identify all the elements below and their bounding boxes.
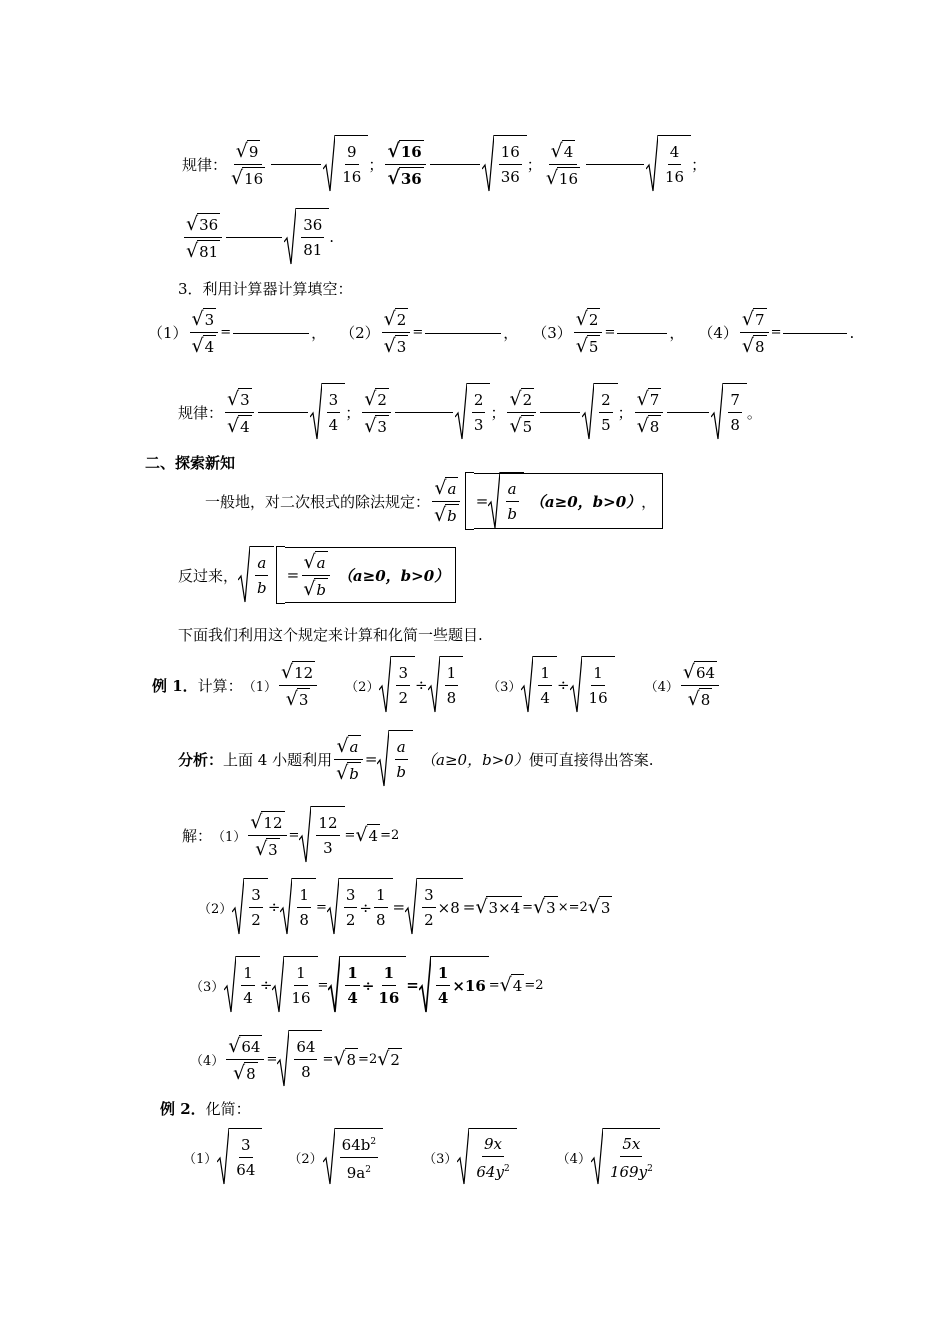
sol3-a-num: 1 <box>241 963 255 986</box>
rule2-1-den: 4 <box>238 415 252 437</box>
q3-1-num: 3 <box>203 308 217 330</box>
rule2-2-den: 3 <box>375 415 389 437</box>
rule1-c-den: 16 <box>557 167 580 189</box>
ex2-row <box>183 1128 660 1186</box>
rule1-label: 规律： <box>182 155 228 174</box>
ex1-q3-d: 16 <box>588 689 608 707</box>
sol2-c <box>327 878 393 936</box>
section2-heading: 二、探索新知 <box>145 454 236 472</box>
q3-no-4: （4） <box>698 324 738 342</box>
ex2-p4: （4） <box>556 1151 591 1167</box>
sol1-frac: √ 12 √ 3 <box>248 811 286 860</box>
rule2-label: 规律： <box>178 403 224 422</box>
rule2-frac-3: √ 2 √ 5 <box>507 388 536 437</box>
rule2-3-num: 2 <box>521 388 535 410</box>
rule1-blank-c[interactable] <box>586 163 644 165</box>
ex2-p2: （2） <box>288 1151 323 1167</box>
sol2-times8: ×8 <box>437 898 460 917</box>
rule2-1-num: 3 <box>238 388 252 410</box>
sol2-a-num: 3 <box>249 885 263 908</box>
reverse-bracket <box>276 546 285 604</box>
q3-no-1: （1） <box>148 324 188 342</box>
reverse-lhs: $\frac{a}{b}$ <box>238 546 274 604</box>
rule2-sep-1: ； <box>345 403 361 422</box>
rule2-root-1 <box>310 383 346 441</box>
sol4-frac: √ 64 √ 8 <box>226 1035 264 1084</box>
rule1-a-num: 9 <box>247 140 261 162</box>
rule1-frac-a: √ 9 √ 16 <box>231 139 264 189</box>
rule1-frac-c: √ 4 √ 16 <box>545 139 579 189</box>
q3-3-den: 5 <box>587 335 601 357</box>
rule1-row1 <box>182 135 706 193</box>
reverse-row <box>178 546 456 604</box>
q3-tail-4: . <box>849 323 855 342</box>
sol2-b-num: 1 <box>297 885 311 908</box>
sol4-r: 2 <box>388 1048 402 1070</box>
ex1-task: 计算： <box>197 676 243 695</box>
q3-eq-4: = <box>770 325 782 340</box>
sol2-prod: 3×4 <box>486 896 522 918</box>
ex1-q2-div: ÷ <box>415 676 428 694</box>
ex1-label: 例 1． <box>152 676 198 695</box>
sol3-a-den: 4 <box>243 989 253 1007</box>
ex1-p4: （4） <box>644 679 679 695</box>
rule2-frac-1: √ 3 √ 4 <box>225 388 254 437</box>
ex2-q4-num: 5x <box>620 1134 642 1157</box>
ex1-q2-a: 3 <box>396 663 410 686</box>
q3-no-2: （2） <box>340 324 380 342</box>
sol4-root-num: 64 <box>294 1037 317 1060</box>
ex1-q2-b: 2 <box>398 689 408 707</box>
rule2-r2-num: 2 <box>472 390 486 413</box>
sol3-c-c: 1 <box>382 963 396 986</box>
sol2-x: × <box>557 899 569 915</box>
rule2-r3-den: 5 <box>601 416 611 434</box>
sol1-eq1: = <box>288 827 300 843</box>
rule2-blank-3[interactable] <box>540 411 580 413</box>
ex2-q3 <box>457 1128 516 1186</box>
sol2-c-b: 2 <box>345 911 356 929</box>
rule-def-bracket <box>465 472 474 530</box>
ex1-p3: （3） <box>487 679 522 695</box>
ex1-q1: √ 12 √ 3 <box>279 661 317 710</box>
ex2-q1-den: 64 <box>236 1161 256 1179</box>
rule2-blank-1[interactable] <box>258 411 308 413</box>
rule1-dr-den: 81 <box>303 241 323 259</box>
sol2-b <box>280 878 316 936</box>
rule1-br-num: 16 <box>499 142 522 165</box>
ex1-row <box>152 656 721 714</box>
ex1-q4: √ 64 √ 8 <box>681 661 719 710</box>
analysis-cond: （a≥0，b>0） <box>421 750 529 769</box>
sol2-c-a: 3 <box>344 885 358 908</box>
sol3-d-b: 4 <box>437 989 449 1007</box>
rule1-sep2: ； <box>526 155 542 174</box>
rule1-blank-a[interactable] <box>271 163 321 165</box>
rule1-blank-d[interactable] <box>226 236 282 238</box>
sol1-mid: 4 <box>367 824 381 846</box>
rule1-d-num: 36 <box>197 213 220 235</box>
sol3-end: =2 <box>524 977 544 993</box>
sol3-a <box>224 956 260 1014</box>
sol2-no: （2） <box>198 901 233 917</box>
ex1-q2a <box>379 656 415 714</box>
q3-2-num: 2 <box>395 308 409 330</box>
q3-tail-3: ， <box>669 324 685 342</box>
ex1-q2-c: 1 <box>445 663 459 686</box>
rule1-c-num: 4 <box>562 140 576 162</box>
ex2-q1 <box>217 1128 262 1186</box>
ex2-label: 例 2． <box>160 1100 206 1118</box>
rule2-root-4 <box>711 383 747 441</box>
rule2-frac-2: √ 2 √ 3 <box>362 388 391 437</box>
rule2-r4-num: 7 <box>728 390 742 413</box>
rule2-frac-4: √ 7 √ 8 <box>635 388 664 437</box>
q3-frac-2: √ 2 √ 3 <box>382 308 411 357</box>
sol3-b-den: 16 <box>291 989 311 1007</box>
rule1-row2 <box>182 208 334 266</box>
sol4-root <box>277 1030 322 1088</box>
sol4-root-den: 8 <box>301 1063 311 1081</box>
sol3-mid: 4 <box>511 974 525 996</box>
sol3-c <box>328 956 406 1014</box>
q3-tail-1: ， <box>311 324 327 342</box>
sol1-root-num: 12 <box>316 813 339 836</box>
ex1-q4-num: 64 <box>694 661 717 683</box>
analysis-rhs: $\frac{a}{b}$ <box>377 730 413 788</box>
ex1-q3-b: 4 <box>540 689 550 707</box>
sol3-d-a: 1 <box>436 963 450 986</box>
q3-answer-4[interactable] <box>783 332 847 334</box>
sol2-c-d: 8 <box>375 911 386 929</box>
rule2-r2-den: 3 <box>473 416 484 434</box>
ex1-q2b <box>428 656 464 714</box>
sol3-b <box>272 956 317 1014</box>
rule2-r1-num: 3 <box>327 390 341 413</box>
q3-answer-3[interactable] <box>617 332 667 334</box>
q3-eq-1: = <box>220 325 232 340</box>
q3-no-3: （3） <box>532 324 572 342</box>
reverse-cond: （a≥0，b>0） <box>337 566 450 585</box>
sol2-b-den: 8 <box>299 911 309 929</box>
ex2-task: 化简： <box>205 1100 251 1118</box>
rule-def-end: ， <box>641 492 657 511</box>
ex2-q4 <box>591 1128 660 1186</box>
sol2-r1: 3 <box>544 896 558 918</box>
rule1-sep3: ； <box>691 155 707 174</box>
sol3-div2: ÷ <box>361 976 375 995</box>
sol2-c-c: 1 <box>374 885 388 908</box>
ex2-p3: （3） <box>423 1151 458 1167</box>
rule1-d-den: 81 <box>197 240 220 262</box>
analysis-lhs: √ a √ b <box>334 735 363 784</box>
sol1-den: 3 <box>266 838 280 860</box>
rule1-dr-num: 36 <box>301 215 324 238</box>
sol2-r2: 3 <box>599 896 613 918</box>
rule-def-lhs: √ a √ b <box>432 477 461 526</box>
rule1-br-den: 36 <box>500 168 520 186</box>
ex1-q4-den: 8 <box>699 688 713 710</box>
q3-frac-3: √ 2 √ 5 <box>574 308 603 357</box>
analysis-label: 分析： <box>178 750 224 769</box>
ex2-q2 <box>323 1128 383 1186</box>
sol4-no: （4） <box>190 1053 225 1069</box>
rule1-frac-d: √ 36 √ 81 <box>184 213 222 262</box>
rule1-b-den: 36 <box>399 167 424 189</box>
rule1-frac-b: √ 16 √ 36 <box>385 140 425 189</box>
rule1-root-b <box>482 135 527 193</box>
sol1-eq2: = <box>344 827 356 843</box>
sol3-c-d: 16 <box>378 989 400 1007</box>
q3-eq-2: = <box>412 325 424 340</box>
sol3-c-b: 4 <box>347 989 358 1007</box>
ex2-q3-den: 64y <box>476 1162 504 1181</box>
rule-def-cond: （a≥0，b>0） <box>529 492 642 511</box>
rule1-sep1: ； <box>368 155 384 174</box>
ex2-q2-num: 64b <box>341 1136 371 1154</box>
rule-def-intro: 一般地，对二次根式的除法规定： <box>205 492 431 511</box>
rule2-blank-4[interactable] <box>667 411 709 413</box>
sol2-div2: ÷ <box>359 898 372 917</box>
ex1-q3-div: ÷ <box>556 676 570 694</box>
analysis-pre: 上面 4 小题利用 <box>223 750 333 769</box>
sol1-no: （1） <box>212 829 247 845</box>
next-text: 下面我们利用这个规定来计算和化简一些题目. <box>178 626 483 644</box>
sol3-d <box>419 956 489 1014</box>
ex1-q3-c: 1 <box>591 663 605 686</box>
rule1-a-den: 16 <box>242 167 265 189</box>
rule2-root-2 <box>455 383 491 441</box>
sol4-row: （4） √ 64 √ 8 = $\frac{64}{8}$ = √ 8 =2 √ 2 <box>190 1030 402 1088</box>
rule1-root-c <box>646 135 691 193</box>
rule2-r3-num: 2 <box>599 390 613 413</box>
rule-def-box: = $\frac{a}{b}$ （a≥0，b>0） ， <box>474 473 663 529</box>
ex2-q3-num: 9x <box>482 1134 504 1157</box>
q3-3-num: 2 <box>587 308 601 330</box>
rule1-blank-b[interactable] <box>430 163 480 165</box>
sol3-b-num: 1 <box>294 963 308 986</box>
rule2-root-3 <box>582 383 618 441</box>
ex2-q2-num-exp: 2 <box>370 1137 377 1147</box>
rule1-b-num: 16 <box>399 140 424 162</box>
rule1-cr-den: 16 <box>665 168 685 186</box>
q3-row <box>148 308 854 357</box>
q3-frac-1: √ 3 √ 4 <box>190 308 219 357</box>
rule1-cr-num: 4 <box>668 142 682 165</box>
sol1-root-den: 3 <box>323 839 333 857</box>
q3-2-den: 3 <box>395 335 409 357</box>
rule-def-row <box>205 472 663 530</box>
ex2-q1-num: 3 <box>239 1135 253 1158</box>
ex1-q3b <box>570 656 615 714</box>
q3-title: 3．利用计算器计算填空： <box>178 280 353 298</box>
sol3-c-a: 1 <box>345 963 359 986</box>
ex1-q2-d: 8 <box>446 689 457 707</box>
q3-frac-4: √ 7 √ 8 <box>740 308 769 357</box>
q3-1-den: 4 <box>203 335 217 357</box>
reverse-box: = √ a √ b （a≥0，b>0） <box>285 547 457 603</box>
ex2-q3-den-exp: 2 <box>503 1163 510 1174</box>
rule1-root-d <box>284 208 329 266</box>
q3-title-row <box>178 278 353 299</box>
ex2-q4-den-exp: 2 <box>647 1163 653 1174</box>
sol2-div1: ÷ <box>267 898 281 916</box>
ex2-p1: （1） <box>183 1151 218 1167</box>
ex2-heading-row <box>160 1098 251 1119</box>
q3-4-num: 7 <box>753 308 767 330</box>
rule1-ar-den: 16 <box>342 168 362 186</box>
rule2-sep-2: ； <box>490 403 506 422</box>
next-row <box>178 624 483 645</box>
sol1-row: 解： （1） √ 12 √ 3 = $\frac{12}{3}$ = √ 4 =2 <box>182 806 399 864</box>
rule2-3-den: 5 <box>521 415 535 437</box>
ex1-p1: （1） <box>242 679 277 695</box>
ex2-q2-den: 9a <box>346 1164 366 1182</box>
q3-answer-1[interactable] <box>233 332 309 334</box>
section2-heading-row <box>145 452 235 473</box>
sol4-mid: 8 <box>345 1048 359 1070</box>
ex1-p2: （2） <box>345 679 380 695</box>
ex1-q3-a: 1 <box>538 663 552 686</box>
sol3-times16: ×16 <box>452 976 486 995</box>
sol2-d-b: 2 <box>424 911 434 929</box>
q3-tail-2: ， <box>503 324 519 342</box>
rule2-r1-den: 4 <box>328 416 339 434</box>
sol2-d-a: 3 <box>422 885 436 908</box>
rule2-4-num: 7 <box>648 388 662 410</box>
sol2-end: =2 <box>568 899 588 915</box>
sol2-row: （2） $\frac{3}{2}$ ÷ $\frac{1}{8}$ = $\frac{3}{2}$ ÷ $\frac{1}{8}$ = $\frac{3}{2}$ ×8 = √ 3×4 = √ 3 × =2 √ 3 <box>198 878 612 936</box>
reverse-label: 反过来， <box>178 566 239 585</box>
sol1-end: =2 <box>380 827 400 843</box>
sol-label: 解： <box>182 826 213 845</box>
rule2-sep-3: ； <box>617 403 633 422</box>
ex1-q1-num: 12 <box>292 661 315 683</box>
q3-eq-3: = <box>604 325 616 340</box>
rule2-end: 。 <box>746 403 762 422</box>
sol4-num: 64 <box>239 1035 262 1057</box>
sol1-root <box>299 806 344 864</box>
ex2-q2-den-exp: 2 <box>365 1165 371 1175</box>
rule2-blank-2[interactable] <box>395 411 453 413</box>
rule1-root-a <box>323 135 368 193</box>
sol3-no: （3） <box>190 979 225 995</box>
sol2-a <box>232 878 268 936</box>
ex2-q4-den: 169y <box>609 1162 648 1181</box>
rule2-r4-den: 8 <box>730 416 740 434</box>
sol2-a-den: 2 <box>251 911 261 929</box>
sol2-d <box>405 878 463 936</box>
sol3-div1: ÷ <box>259 976 273 994</box>
ex1-q3a <box>521 656 557 714</box>
analysis-row: 分析： 上面 4 小题利用 √ a √ b = $\frac{a}{b}$ （a≥0，b>0） 便可直接得出答案. <box>178 730 654 788</box>
q3-answer-2[interactable] <box>425 332 501 334</box>
ex1-q1-den: 3 <box>297 688 311 710</box>
q3-4-den: 8 <box>753 335 767 357</box>
analysis-post: 便可直接得出答案. <box>528 750 654 769</box>
rule2-2-num: 2 <box>375 388 389 410</box>
rule2-row <box>178 383 762 441</box>
sol4-den: 8 <box>244 1062 258 1084</box>
sol1-num: 12 <box>261 811 284 833</box>
rule1-end: . <box>329 228 335 246</box>
rule2-4-den: 8 <box>648 415 662 437</box>
rule1-ar-num: 9 <box>345 142 359 165</box>
sol4-end: =2 <box>358 1051 378 1067</box>
sol3-row: （3） $\frac{1}{4}$ ÷ $\frac{1}{16}$ = $\frac{1}{4}$ ÷ $\frac{1}{16}$ = $\frac{1}{4}$ ×16 = √ 4 =2 <box>190 956 544 1014</box>
